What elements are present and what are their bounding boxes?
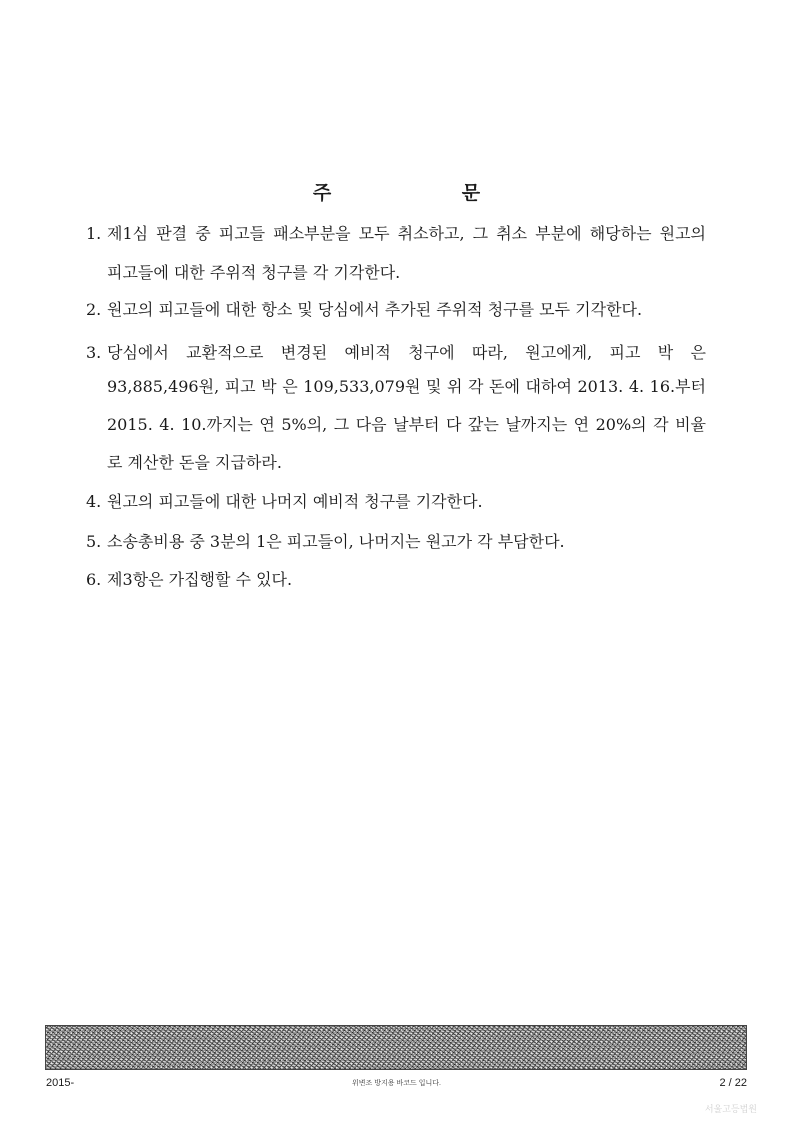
court-watermark: 서울고등법원: [704, 1104, 757, 1114]
order-1-line-2: [107, 261, 706, 285]
order-3-line-2: [107, 375, 706, 399]
anti-forgery-barcode: [45, 1025, 747, 1070]
order-text: 소송총비용 중 3분의 1은 피고들이, 나머지는 원고가 각 부담한다.: [107, 532, 565, 551]
order-6-line-1: [86, 568, 706, 592]
order-2-line-1: [86, 298, 706, 322]
order-text: 로 계산한 돈을 지급하라.: [107, 453, 282, 472]
order-number: 5.: [86, 532, 102, 551]
order-3-line-3: [107, 413, 706, 437]
order-text: 당심에서 교환적으로 변경된 예비적 청구에 따라, 원고에게, 피고 박 은: [107, 343, 706, 362]
order-4-line-1: [86, 490, 706, 514]
order-text: 제1심 판결 중 피고들 패소부분을 모두 취소하고, 그 취소 부분에 해당하는 원고의: [107, 224, 706, 243]
order-5-line-1: [86, 530, 706, 554]
order-3-line-4: [107, 451, 706, 475]
order-number: 2.: [86, 300, 102, 319]
order-text: 원고의 피고들에 대한 나머지 예비적 청구를 기각한다.: [107, 492, 483, 511]
order-3-line-1: [86, 341, 706, 365]
order-number: 4.: [86, 492, 102, 511]
page-number: 2 / 22: [719, 1077, 747, 1089]
order-text: 93,885,496원, 피고 박 은 109,533,079원 및 위 각 돈에 대하여 2013. 4. 16.부터: [107, 377, 706, 396]
order-text: 제3항은 가집행할 수 있다.: [107, 570, 293, 589]
order-1-line-1: [86, 222, 706, 246]
order-text: 원고의 피고들에 대한 항소 및 당심에서 추가된 주위적 청구를 모두 기각한다.: [107, 300, 643, 319]
order-number: 1.: [86, 224, 102, 243]
barcode-note: 위변조 방지용 바코드 입니다.: [352, 1080, 441, 1087]
order-number: 6.: [86, 570, 102, 589]
order-text: 피고들에 대한 주위적 청구를 각 기각한다.: [107, 263, 401, 282]
page-title: 주 문: [312, 182, 543, 204]
order-text: 2015. 4. 10.까지는 연 5%의, 그 다음 날부터 다 갚는 날까지는 연 20%의 각 비율: [107, 415, 706, 434]
case-number: 2015-: [46, 1077, 75, 1089]
order-number: 3.: [86, 343, 102, 362]
